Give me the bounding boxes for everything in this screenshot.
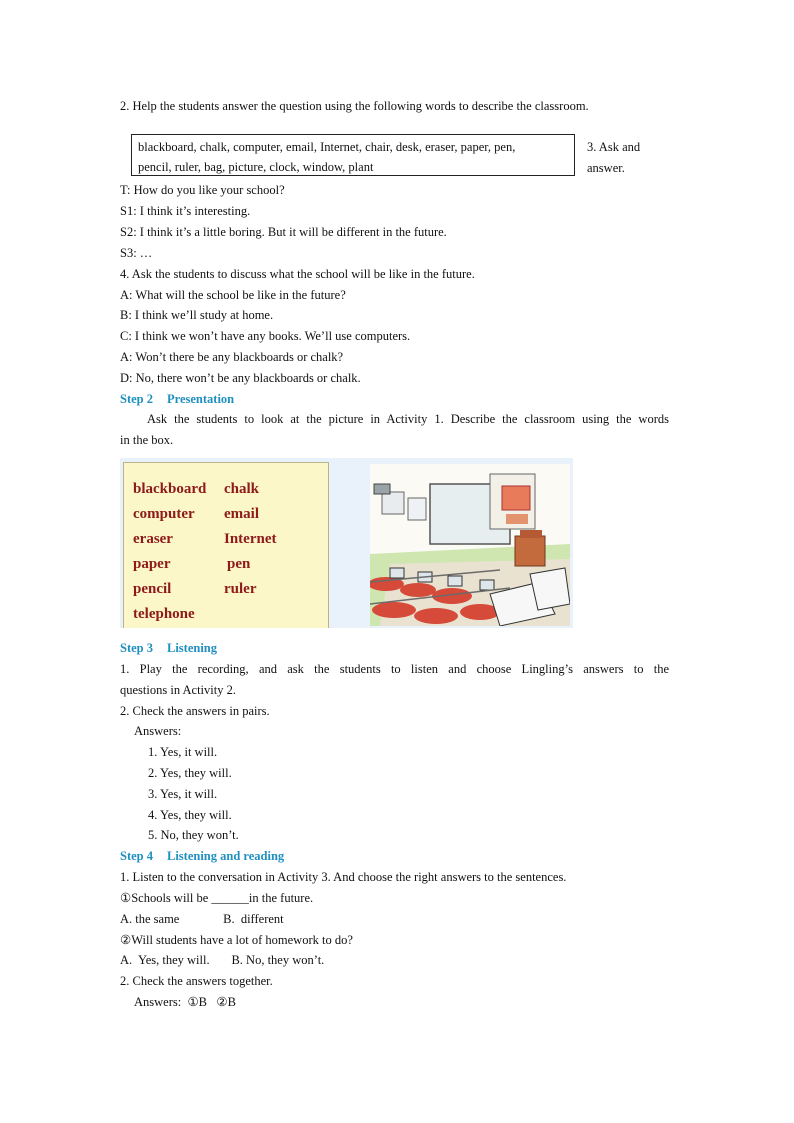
step4-answers: Answers: ①B ②B	[134, 995, 236, 1009]
intro-text: 2. Help the students answer the question using the following words to describe the classroom.	[120, 99, 589, 113]
card-word: pencil	[133, 581, 172, 597]
step-label: Step 2	[120, 392, 153, 406]
dialogue-line: D: No, there won’t be any blackboards or chalk.	[120, 371, 361, 385]
card-word: chalk	[224, 481, 260, 497]
card-word: ruler	[224, 581, 257, 597]
activity-picture	[120, 458, 573, 628]
step-title: Listening	[167, 641, 218, 655]
step3-text: 2. Check the answers in pairs.	[120, 704, 270, 718]
answer-item: 2. Yes, they will.	[148, 766, 232, 780]
dialogue-line: T: How do you like your school?	[120, 183, 285, 197]
dialogue-line: B: I think we’ll study at home.	[120, 308, 274, 322]
step-label: Step 4	[120, 849, 153, 863]
classroom-illustration	[370, 464, 570, 626]
answer-item: 3. Yes, it will.	[148, 787, 218, 801]
word-box	[131, 134, 575, 176]
step3-text: 1. Play the recording, and ask the students to listen and choose Lingling’s answers to the	[120, 662, 669, 676]
answer-item: 4. Yes, they will.	[148, 808, 232, 822]
step4-text: 1. Listen to the conversation in Activity 3. And choose the right answers to the sentences.	[120, 870, 567, 884]
card-word: computer	[133, 506, 195, 522]
question-options: A. the same B. different	[120, 912, 284, 926]
answers-label: Answers:	[134, 724, 182, 738]
card-word: paper	[133, 556, 171, 572]
discuss-title: 4. Ask the students to discuss what the school will be like in the future.	[120, 267, 475, 281]
step-title: Presentation	[167, 392, 235, 406]
dialogue-line: S1: I think it’s interesting.	[120, 204, 251, 218]
step2-text: in the box.	[120, 433, 174, 447]
step3-heading	[120, 640, 217, 656]
dialogue-line: A: What will the school be like in the future?	[120, 288, 346, 302]
card-word: email	[224, 506, 259, 522]
dialogue-line: S2: I think it’s a little boring. But it will be different in the future.	[120, 225, 447, 239]
card-word: eraser	[133, 531, 173, 547]
step4-text: 2. Check the answers together.	[120, 974, 273, 988]
step2-text: Ask the students to look at the picture in Activity 1. Describe the classroom using the words	[147, 412, 669, 426]
ask-answer-text: answer.	[587, 161, 625, 175]
word-box-line: pencil, ruler, bag, picture, clock, window, plant	[138, 160, 374, 174]
dialogue-line: S3: …	[120, 246, 153, 260]
question: ②Will students have a lot of homework to do?	[120, 933, 353, 947]
card-word: pen	[227, 556, 251, 572]
dialogue-line: A: Won’t there be any blackboards or chalk?	[120, 350, 344, 364]
word-box-line: blackboard, chalk, computer, email, Internet, chair, desk, eraser, paper, pen,	[138, 140, 516, 154]
answer-item: 1. Yes, it will.	[148, 745, 218, 759]
answer-item: 5. No, they won’t.	[148, 828, 239, 842]
word-card	[123, 462, 329, 628]
ask-answer-text: 3. Ask and	[587, 140, 641, 154]
step-title: Listening and reading	[167, 849, 285, 863]
step-label: Step 3	[120, 641, 153, 655]
step3-text: questions in Activity 2.	[120, 683, 236, 697]
step4-heading	[120, 848, 284, 864]
card-word: Internet	[224, 531, 277, 547]
card-word: telephone	[133, 606, 195, 622]
card-word: blackboard	[133, 481, 207, 497]
question: ①Schools will be ______in the future.	[120, 891, 314, 905]
dialogue-line: C: I think we won’t have any books. We’ll use computers.	[120, 329, 411, 343]
step2-heading	[120, 391, 234, 407]
question-options: A. Yes, they will. B. No, they won’t.	[120, 953, 325, 967]
